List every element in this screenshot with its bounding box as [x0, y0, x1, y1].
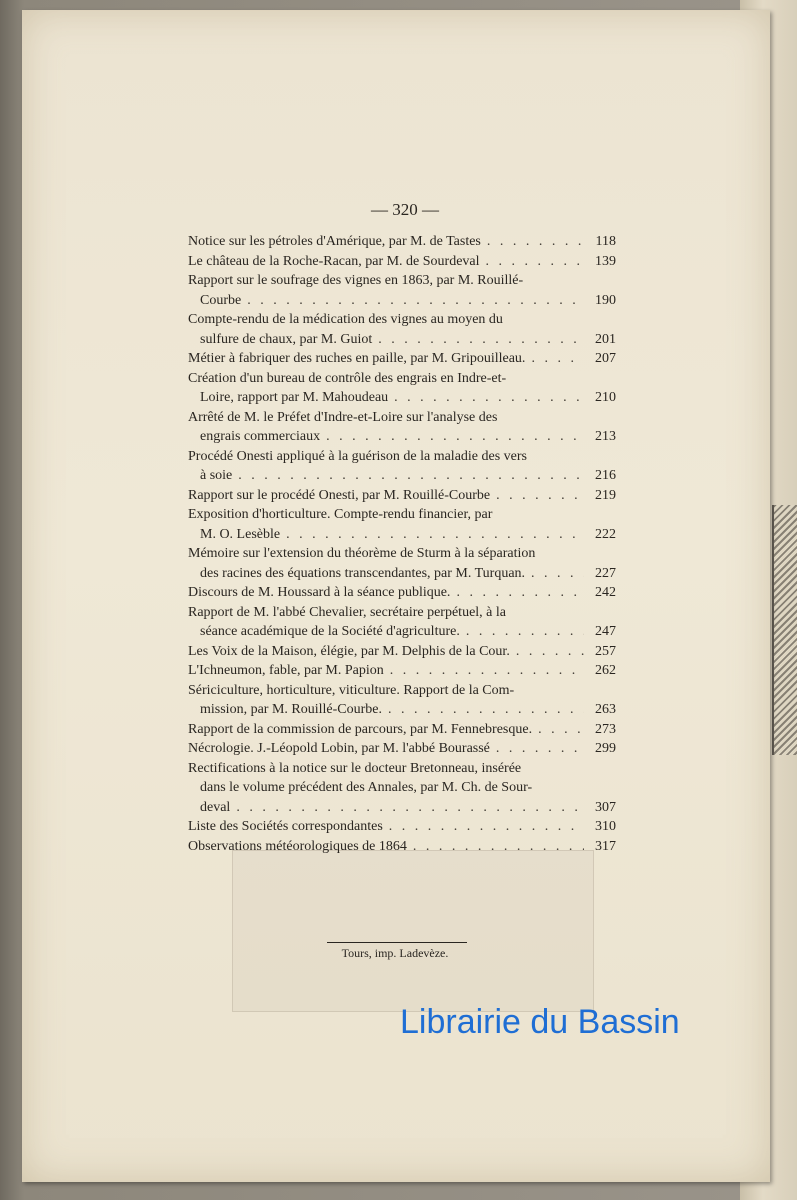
toc-entry-line [188, 408, 616, 428]
dot-leader [236, 798, 584, 818]
toc-entry-text: Rapport sur le procédé Onesti, par M. Rouillé-Courbe [188, 487, 491, 503]
toc-entry [188, 739, 616, 759]
toc-entry-text: Compte-rendu de la médication des vignes au moyen du [188, 312, 503, 327]
toc-entry-text: Rapport sur le soufrage des vignes en 1863, par M. Rouillé- [188, 273, 524, 288]
toc-entry-text: M. O. Lesèble [200, 526, 281, 542]
toc-entry [188, 583, 616, 603]
toc-page-number: 299 [595, 741, 616, 756]
toc-entry-text: Rectifications à la notice sur le docteur Bretonneau, insérée [188, 760, 522, 776]
toc-page-number: 242 [595, 585, 616, 600]
toc-entry-text: Discours de M. Houssard à la séance publique. [188, 585, 451, 600]
toc-entry-text: deval [200, 799, 231, 815]
toc-entry-text: Notice sur les pétroles d'Amérique, par M. de Tastes [188, 234, 481, 249]
toc-entry-text: Loire, rapport par M. Mahoudeau [200, 390, 389, 405]
toc-entry [188, 369, 616, 408]
dot-leader [531, 349, 584, 369]
facing-page-engraving [772, 505, 797, 755]
toc-entry-line [188, 837, 616, 857]
toc-page-number: 190 [595, 292, 616, 308]
toc-entry-line [188, 642, 616, 662]
toc-page-number: 257 [595, 643, 616, 659]
watermark-text: Librairie du Bassin [400, 1003, 680, 1041]
dot-leader [388, 700, 584, 720]
toc-entry-text: sulfure de chaux, par M. Guiot [200, 331, 373, 347]
toc-entry [188, 447, 616, 486]
toc-entry-text: dans le volume précédent des Annales, par M. Ch. de Sour- [200, 780, 533, 795]
toc-entry-text: Mémoire sur l'extension du théorème de Sturm à la séparation [188, 546, 536, 561]
toc-entry [188, 310, 616, 349]
toc-entry-text: Liste des Sociétés correspondantes [188, 819, 383, 834]
toc-entry-line [188, 291, 616, 311]
toc-entry [188, 837, 616, 857]
dot-leader [394, 388, 584, 408]
dot-leader [456, 583, 584, 603]
dot-leader [378, 330, 584, 350]
toc-entry-text: Rapport de la commission de parcours, par M. Fennebresque. [188, 721, 533, 737]
toc-page-number: 317 [595, 838, 616, 854]
toc-page-number: 118 [595, 234, 616, 249]
toc-entry-text: Sériciculture, horticulture, viticulture. Rapport de la Com- [188, 682, 515, 698]
toc-entry-line [188, 486, 616, 506]
toc-entry-line [188, 759, 616, 779]
toc-entry-text: Les Voix de la Maison, élégie, par M. Delphis de la Cour. [188, 643, 510, 659]
toc-entry [188, 408, 616, 447]
show-through-area [232, 850, 594, 1012]
toc-entry-line [188, 310, 616, 330]
dot-leader [326, 427, 584, 447]
toc-entry [188, 486, 616, 506]
toc-entry-line [188, 798, 616, 818]
toc-entry-text: mission, par M. Rouillé-Courbe. [200, 702, 382, 717]
dot-leader [496, 486, 584, 506]
toc-entry [188, 759, 616, 818]
toc-entry-text: Observations météorologiques de 1864 [188, 838, 407, 854]
table-of-contents [188, 232, 616, 856]
toc-page-number: 207 [595, 351, 616, 366]
toc-entry-line [188, 739, 616, 759]
printer-imprint: Tours, imp. Ladevèze. [341, 946, 449, 960]
toc-entry-line [188, 525, 616, 545]
toc-entry-line [188, 700, 616, 720]
toc-page-number: 201 [595, 331, 616, 347]
toc-entry [188, 271, 616, 310]
dot-leader [247, 291, 584, 311]
toc-entry-line [188, 330, 616, 350]
toc-entry-line [188, 505, 616, 525]
toc-entry [188, 232, 616, 252]
toc-entry-line [188, 583, 616, 603]
toc-entry-line [188, 427, 616, 447]
toc-entry-text: L'Ichneumon, fable, par M. Papion [188, 663, 384, 678]
toc-entry-text: séance académique de la Société d'agriculture. [200, 624, 460, 639]
toc-page-number: 219 [595, 487, 616, 503]
toc-page-number: 263 [595, 702, 616, 717]
toc-entry-line [188, 681, 616, 701]
page-number: — 320 — [371, 200, 439, 219]
toc-entry-line [188, 564, 616, 584]
toc-page-number: 213 [595, 429, 616, 444]
toc-page-number: 216 [595, 468, 616, 483]
dot-leader [390, 661, 584, 681]
dot-leader [486, 252, 584, 272]
toc-entry [188, 505, 616, 544]
toc-entry-text: Rapport de M. l'abbé Chevalier, secrétaire perpétuel, à la [188, 604, 506, 620]
toc-entry-line [188, 388, 616, 408]
dot-leader [531, 564, 584, 584]
toc-entry [188, 817, 616, 837]
toc-entry-line [188, 603, 616, 623]
toc-page-number: 227 [595, 565, 616, 581]
toc-entry [188, 642, 616, 662]
toc-entry-line [188, 252, 616, 272]
dot-leader [516, 642, 584, 662]
dot-leader [538, 720, 584, 740]
dot-leader [286, 525, 584, 545]
toc-entry [188, 349, 616, 369]
toc-entry-line [188, 349, 616, 369]
toc-entry [188, 720, 616, 740]
toc-entry-text: Arrêté de M. le Préfet d'Indre-et-Loire sur l'analyse des [188, 409, 498, 425]
toc-entry [188, 661, 616, 681]
dot-leader [487, 232, 584, 252]
toc-entry-line [188, 544, 616, 564]
toc-entry-line [188, 271, 616, 291]
dot-leader [238, 466, 584, 486]
toc-entry [188, 252, 616, 272]
dot-leader [466, 622, 584, 642]
toc-entry-text: Métier à fabriquer des ruches en paille, par M. Gripouilleau. [188, 351, 526, 366]
toc-entry [188, 544, 616, 583]
toc-entry-text: engrais commerciaux [200, 429, 321, 444]
toc-entry-line [188, 720, 616, 740]
toc-entry-text: Courbe [200, 292, 242, 308]
toc-entry-line [188, 466, 616, 486]
toc-entry-line [188, 622, 616, 642]
toc-entry-line [188, 661, 616, 681]
toc-entry [188, 681, 616, 720]
imprint-rule [327, 942, 467, 943]
toc-page-number: 262 [595, 663, 616, 678]
dot-leader [389, 817, 584, 837]
toc-page-number: 273 [595, 721, 616, 737]
toc-entry-line [188, 369, 616, 389]
toc-entry-text: Exposition d'horticulture. Compte-rendu financier, par [188, 507, 493, 522]
toc-entry-text: à soie [200, 468, 233, 483]
dot-leader [496, 739, 584, 759]
toc-page-number: 139 [595, 253, 616, 269]
toc-page-number: 210 [595, 390, 616, 405]
toc-entry-text: Création d'un bureau de contrôle des engrais en Indre-et- [188, 370, 507, 386]
toc-entry-line [188, 817, 616, 837]
toc-page-number: 307 [595, 799, 616, 815]
toc-entry [188, 603, 616, 642]
toc-page-number: 247 [595, 624, 616, 639]
toc-entry-text: Nécrologie. J.-Léopold Lobin, par M. l'abbé Bourassé [188, 741, 490, 756]
toc-entry-line [188, 447, 616, 467]
dot-leader [413, 837, 584, 857]
toc-entry-text: Le château de la Roche-Racan, par M. de Sourdeval [188, 253, 480, 269]
toc-entry-line [188, 778, 616, 798]
toc-entry-line [188, 232, 616, 252]
toc-page-number: 222 [595, 526, 616, 542]
toc-entry-text: des racines des équations transcendantes, par M. Turquan. [200, 565, 526, 581]
toc-page-number: 310 [595, 819, 616, 834]
toc-entry-text: Procédé Onesti appliqué à la guérison de la maladie des vers [188, 448, 527, 464]
